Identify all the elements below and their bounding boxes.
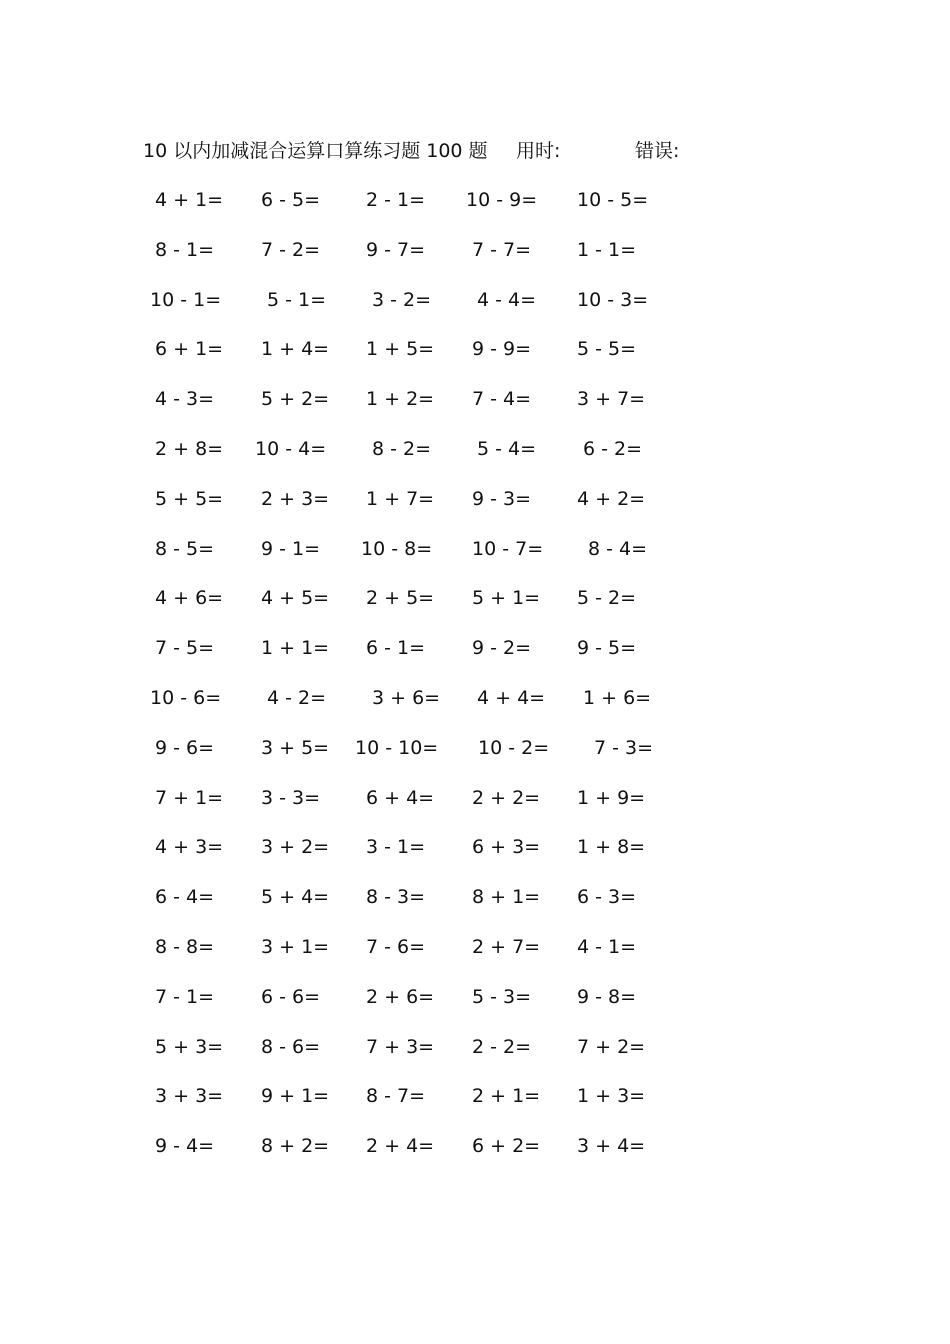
problem-item: 7 + 1= [155, 786, 224, 809]
problem-row [0, 236, 950, 286]
problem-grid [0, 186, 950, 1182]
problem-row [0, 983, 950, 1033]
problem-row [0, 1132, 950, 1182]
problem-item: 3 - 2= [372, 288, 432, 311]
problem-item: 4 + 2= [577, 487, 646, 510]
problem-item: 9 - 3= [472, 487, 532, 510]
problem-item: 5 - 2= [577, 587, 637, 610]
problem-item: 6 - 4= [155, 886, 215, 909]
problem-item: 6 - 2= [583, 437, 643, 460]
problem-item: 9 - 5= [577, 637, 637, 660]
problem-item: 6 + 1= [155, 338, 224, 361]
problem-item: 5 + 2= [261, 388, 330, 411]
problem-item: 7 + 2= [577, 1035, 646, 1058]
problem-item: 5 - 4= [477, 437, 537, 460]
problem-item: 6 + 2= [472, 1135, 541, 1158]
problem-item: 1 - 1= [577, 238, 637, 261]
problem-item: 5 - 3= [472, 985, 532, 1008]
problem-row [0, 833, 950, 883]
problem-row [0, 1033, 950, 1083]
problem-row [0, 933, 950, 983]
problem-item: 8 - 1= [155, 238, 215, 261]
problem-item: 1 + 8= [577, 836, 646, 859]
problem-row [0, 485, 950, 535]
problem-item: 9 - 8= [577, 985, 637, 1008]
problem-item: 7 - 2= [261, 238, 321, 261]
problem-item: 1 + 5= [366, 338, 435, 361]
problem-item: 10 - 3= [577, 288, 649, 311]
problem-item: 9 - 1= [261, 537, 321, 560]
problem-item: 6 - 5= [261, 189, 321, 211]
problem-item: 10 - 5= [577, 189, 649, 211]
problem-item: 2 - 2= [472, 1035, 532, 1058]
problem-item: 10 - 8= [361, 537, 433, 560]
problem-item: 4 + 3= [155, 836, 224, 859]
problem-item: 2 + 7= [472, 935, 541, 958]
problem-item: 7 - 7= [472, 238, 532, 261]
problem-item: 3 + 1= [261, 935, 330, 958]
problem-item: 8 - 2= [372, 437, 432, 460]
problem-row [0, 535, 950, 585]
problem-item: 6 - 6= [261, 985, 321, 1008]
worksheet-title: 10 以内加减混合运算口算练习题 100 题 [143, 140, 488, 162]
problem-item: 2 + 2= [472, 786, 541, 809]
error-label: 错误: [635, 140, 680, 162]
problem-row [0, 634, 950, 684]
problem-item: 2 + 1= [472, 1085, 541, 1108]
problem-item: 3 + 5= [261, 736, 330, 759]
problem-item: 8 + 1= [472, 886, 541, 909]
problem-item: 8 - 8= [155, 935, 215, 958]
problem-item: 6 + 3= [472, 836, 541, 859]
problem-item: 3 + 7= [577, 388, 646, 411]
problem-item: 3 - 1= [366, 836, 426, 859]
problem-item: 9 - 6= [155, 736, 215, 759]
problem-item: 8 + 2= [261, 1135, 330, 1158]
time-label: 用时: [516, 140, 561, 162]
problem-item: 5 + 3= [155, 1035, 224, 1058]
problem-item: 7 - 6= [366, 935, 426, 958]
problem-item: 7 - 3= [594, 736, 654, 759]
problem-item: 2 - 1= [366, 189, 426, 211]
problem-row [0, 1082, 950, 1132]
problem-item: 7 - 5= [155, 637, 215, 660]
problem-item: 7 - 4= [472, 388, 532, 411]
problem-item: 10 - 1= [150, 288, 222, 311]
problem-item: 7 - 1= [155, 985, 215, 1008]
problem-row [0, 186, 950, 236]
problem-item: 10 - 9= [466, 189, 538, 211]
problem-item: 8 - 5= [155, 537, 215, 560]
problem-item: 1 + 2= [366, 388, 435, 411]
problem-item: 9 + 1= [261, 1085, 330, 1108]
problem-item: 10 - 10= [355, 736, 439, 759]
problem-row [0, 883, 950, 933]
problem-item: 8 - 3= [366, 886, 426, 909]
problem-item: 10 - 6= [150, 686, 222, 709]
problem-item: 8 - 7= [366, 1085, 426, 1108]
problem-item: 5 + 5= [155, 487, 224, 510]
problem-item: 2 + 6= [366, 985, 435, 1008]
problem-item: 5 - 1= [267, 288, 327, 311]
problem-item: 6 + 4= [366, 786, 435, 809]
problem-item: 4 + 5= [261, 587, 330, 610]
problem-row [0, 335, 950, 385]
problem-item: 1 + 4= [261, 338, 330, 361]
problem-item: 1 + 9= [577, 786, 646, 809]
problem-item: 2 + 5= [366, 587, 435, 610]
problem-item: 4 - 1= [577, 935, 637, 958]
problem-item: 4 - 2= [267, 686, 327, 709]
problem-item: 3 + 2= [261, 836, 330, 859]
problem-item: 1 + 1= [261, 637, 330, 660]
problem-item: 6 - 1= [366, 637, 426, 660]
problem-item: 3 + 4= [577, 1135, 646, 1158]
problem-item: 3 - 3= [261, 786, 321, 809]
problem-item: 9 - 9= [472, 338, 532, 361]
problem-item: 10 - 4= [255, 437, 327, 460]
problem-item: 9 - 4= [155, 1135, 215, 1158]
problem-row [0, 286, 950, 336]
problem-item: 4 - 4= [477, 288, 537, 311]
problem-item: 8 - 6= [261, 1035, 321, 1058]
problem-item: 7 + 3= [366, 1035, 435, 1058]
problem-row [0, 684, 950, 734]
problem-item: 6 - 3= [577, 886, 637, 909]
problem-item: 1 + 6= [583, 686, 652, 709]
problem-item: 5 + 1= [472, 587, 541, 610]
problem-row [0, 784, 950, 834]
problem-item: 1 + 7= [366, 487, 435, 510]
problem-row [0, 385, 950, 435]
problem-item: 2 + 3= [261, 487, 330, 510]
problem-row [0, 734, 950, 784]
problem-item: 4 + 4= [477, 686, 546, 709]
problem-item: 1 + 3= [577, 1085, 646, 1108]
problem-item: 10 - 2= [478, 736, 550, 759]
problem-item: 5 + 4= [261, 886, 330, 909]
problem-item: 5 - 5= [577, 338, 637, 361]
problem-item: 8 - 4= [588, 537, 648, 560]
problem-item: 9 - 2= [472, 637, 532, 660]
problem-item: 4 + 6= [155, 587, 224, 610]
problem-row [0, 435, 950, 485]
problem-item: 3 + 3= [155, 1085, 224, 1108]
problem-item: 9 - 7= [366, 238, 426, 261]
problem-item: 4 + 1= [155, 189, 224, 211]
problem-item: 10 - 7= [472, 537, 544, 560]
problem-item: 2 + 4= [366, 1135, 435, 1158]
problem-item: 4 - 3= [155, 388, 215, 411]
problem-item: 3 + 6= [372, 686, 441, 709]
problem-item: 2 + 8= [155, 437, 224, 460]
problem-row [0, 584, 950, 634]
